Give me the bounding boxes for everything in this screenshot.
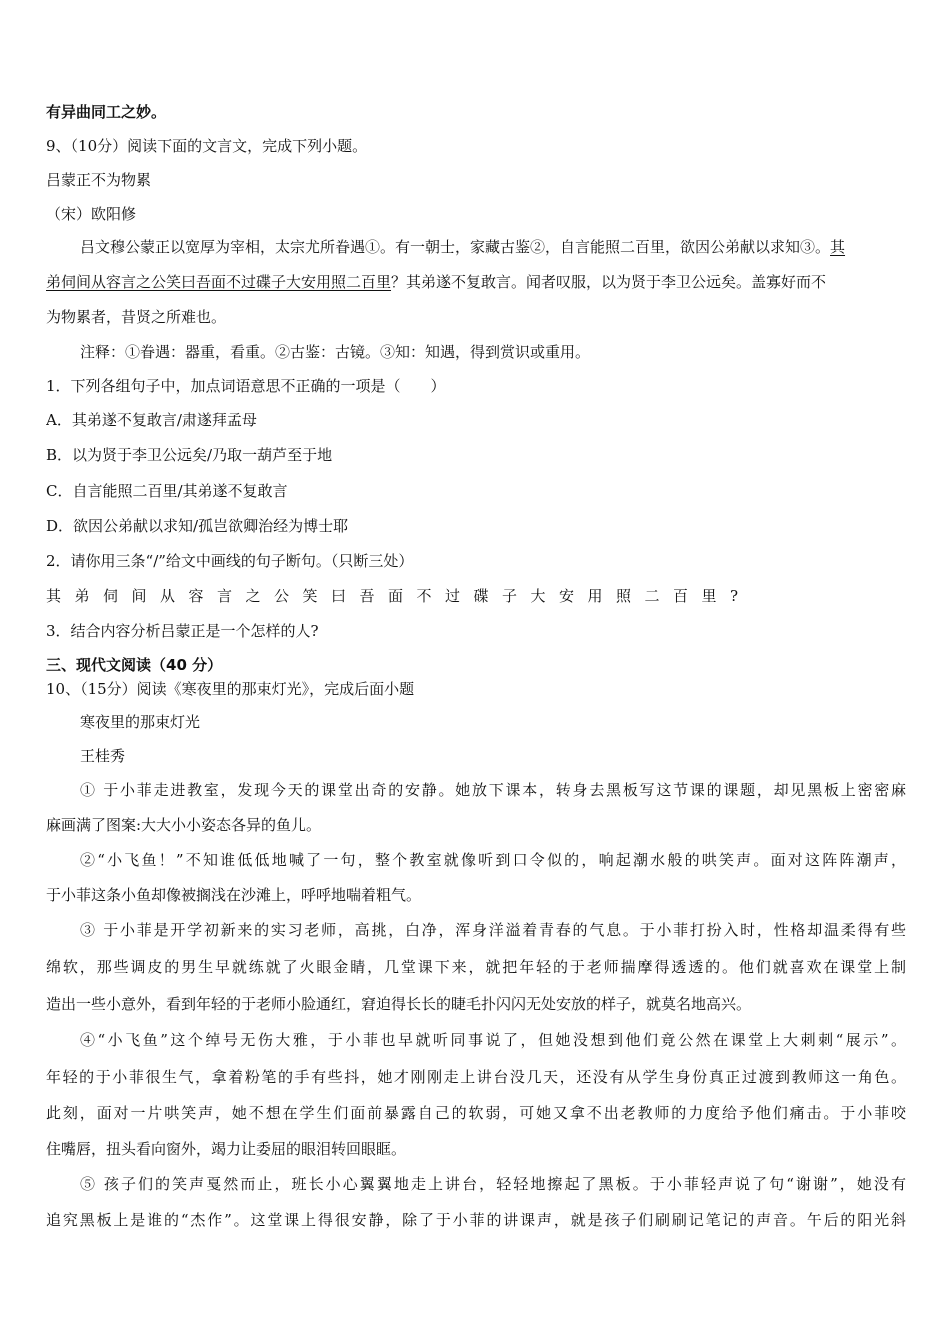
- annotation-notes: 注释：①眷遇：器重，看重。②古鉴：古镜。③知：知遇，得到赏识或重用。: [80, 343, 591, 361]
- paragraph-line: 麻画满了图案:大大小小姿态各异的鱼儿。: [46, 816, 322, 834]
- paragraph-line: 此刻，面对一片哄笑声，她不想在学生们面前暴露自己的软弱，可她又拿不出老教师的力度给予他们痛击。于小菲咬: [46, 1104, 906, 1122]
- paragraph-line: ① 于小菲走进教室，发现今天的课堂出奇的安静。她放下课本，转身去黑板写这节课的课题，却见黑板上密密麻: [80, 781, 906, 799]
- underlined-sentence: 其: [830, 238, 846, 256]
- passage-text: 吕文穆公蒙正以宽厚为宰相，太宗尤所眷遇①。有一朝士，家藏古鉴②，自言能照二百里，欲因公弟献以求知③。: [80, 238, 831, 256]
- text-line: 有异曲同工之妙。: [46, 103, 167, 121]
- question-9-heading: 9、（10分）阅读下面的文言文，完成下列小题。: [46, 137, 368, 155]
- paragraph-line: ③ 于小菲是开学初新来的实习老师，高挑，白净，浑身洋溢着青春的气息。于小菲打扮入时，性格却温柔得有些: [80, 921, 906, 939]
- passage-title: 吕蒙正不为物累: [46, 171, 152, 189]
- section-heading: 三、现代文阅读（40 分）: [46, 656, 223, 674]
- paragraph-line: ⑤ 孩子们的笑声戛然而止，班长小心翼翼地走上讲台，轻轻地擦起了黑板。于小菲轻声说了句“谢谢”，她没有: [80, 1175, 906, 1193]
- paragraph-line: 于小菲这条小鱼却像被搁浅在沙滩上，呼呼地喘着粗气。: [46, 886, 422, 904]
- paragraph-line: 造出一些小意外，看到年轻的于老师小脸通红，窘迫得长长的睫毛扑闪闪无处安放的样子，就莫名地高兴。: [46, 995, 752, 1013]
- question-10-heading: 10、（15分）阅读《寒夜里的那束灯光》，完成后面小题: [46, 680, 415, 698]
- option-d: D．欲因公弟献以求知/孤岂欲卿治经为博士耶: [46, 517, 349, 535]
- option-c: C．自言能照二百里/其弟遂不复敢言: [46, 482, 288, 500]
- paragraph-line: ②“小飞鱼！”不知谁低低地喊了一句，整个教室就像听到口令似的，响起潮水般的哄笑声。面对这阵阵潮声，: [80, 851, 906, 869]
- question-2: 2．请你用三条“/”给文中画线的句子断句。（只断三处）: [46, 552, 414, 570]
- passage-line: [46, 272, 906, 292]
- underlined-sentence: 弟伺间从容言之公笑曰吾面不过碟子大安用照二百里: [46, 273, 392, 291]
- question-1: 1．下列各组句子中，加点词语意思不正确的一项是（ ）: [46, 377, 446, 395]
- sentence-to-punctuate: 其弟伺间从容言之公笑曰吾面不过碟子大安用照二百里?: [46, 587, 752, 605]
- option-b: B．以为贤于李卫公远矣/乃取一葫芦至于地: [46, 446, 333, 464]
- paragraph-line: 绵软，那些调皮的男生早就练就了火眼金睛，几堂课下来，就把年轻的于老师揣摩得透透的。他们就喜欢在课堂上制: [46, 958, 906, 976]
- story-author: 王桂秀: [80, 747, 126, 765]
- question-3: 3．结合内容分析吕蒙正是一个怎样的人?: [46, 622, 319, 640]
- passage-author: （宋）欧阳修: [46, 205, 137, 223]
- paragraph-line: 追究黑板上是谁的“杰作”。这堂课上得很安静，除了于小菲的讲课声，就是孩子们刷刷记笔记的声音。午后的阳光斜: [46, 1211, 906, 1229]
- story-title: 寒夜里的那束灯光: [80, 713, 201, 731]
- passage-text: ？其弟遂不复敢言。闻者叹服，以为贤于李卫公远矣。盖寡好而不: [391, 273, 827, 291]
- option-a: A．其弟遂不复敢言/肃遂拜孟母: [46, 411, 257, 429]
- paragraph-line: 年轻的于小菲很生气，拿着粉笔的手有些抖，她才刚刚走上讲台没几天，还没有从学生身份真正过渡到教师这一角色。: [46, 1068, 906, 1086]
- passage-line: 为物累者，昔贤之所难也。: [46, 308, 227, 326]
- passage-line: [80, 237, 906, 257]
- paragraph-line: 住嘴唇，扭头看向窗外，竭力让委屈的眼泪转回眼眶。: [46, 1140, 407, 1158]
- paragraph-line: ④“小飞鱼”这个绰号无伤大雅，于小菲也早就听同事说了，但她没想到他们竟公然在课堂上大刺刺“展示”。: [80, 1031, 906, 1049]
